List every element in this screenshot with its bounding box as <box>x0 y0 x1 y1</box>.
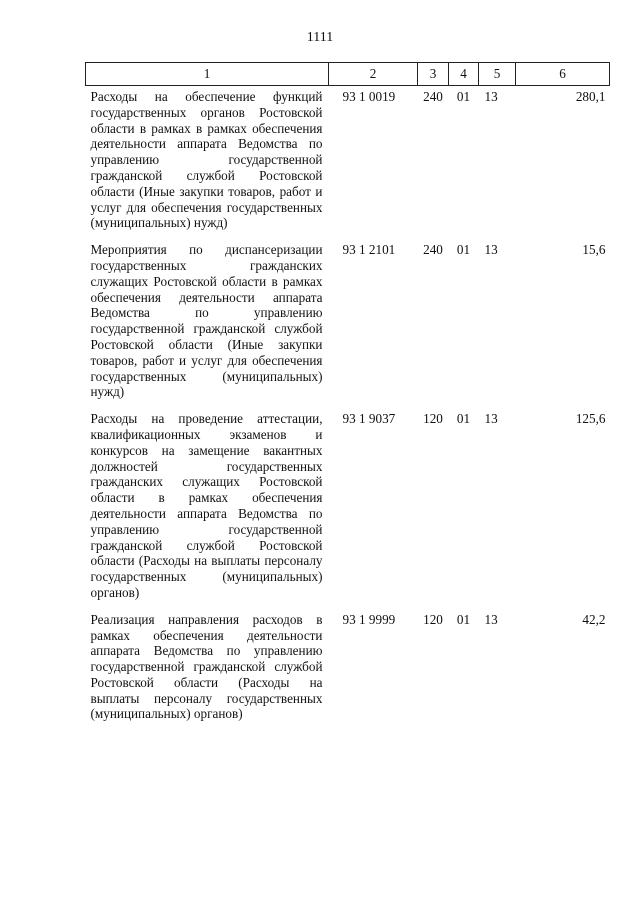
header-col-4: 4 <box>449 63 479 86</box>
subsection-code: 13 <box>484 411 498 427</box>
expense-type-code: 240 <box>423 89 443 104</box>
target-article-code: 93 1 0019 <box>342 89 396 104</box>
table-row <box>86 408 610 609</box>
section-code: 01 <box>456 411 471 427</box>
subsection-code: 13 <box>484 242 498 258</box>
header-col-2: 2 <box>329 63 418 86</box>
expense-type-code: 240 <box>423 242 443 258</box>
target-article-code: 93 1 9999 <box>342 611 396 627</box>
section-code: 01 <box>456 611 471 627</box>
target-article-code: 93 1 2101 <box>342 242 396 258</box>
expense-type-code: 120 <box>423 411 443 427</box>
amount: 280,1 <box>575 89 606 104</box>
amount: 125,6 <box>575 411 606 427</box>
expense-description: Расходы на проведение аттестации, квалификационных экзаменов и конкурсов на замещение вакантных должностей государственных гражданских служащих Ростовской области в рамках обеспечения деятельности аппарата Ведомства по управлению государственной гражданской службой Ростовской области (Расходы на выплаты персоналу государственных (муниципальных) органов) <box>90 411 323 600</box>
table-row <box>86 239 610 408</box>
section-code: 01 <box>456 89 471 104</box>
expense-description: Расходы на обеспечение функций государственных органов Ростовской области в рамках в рамках обеспечения деятельности аппарата Ведомства по управлению государственной гражданской службой Ростовской области (Иные закупки товаров, работ и услуг для обеспечения государственных (муниципальных) нужд) <box>90 89 323 231</box>
expense-description: Реализация направления расходов в рамках обеспечения деятельности аппарата Ведомства по управлению государственной гражданской службой Ростовской области (Расходы на выплаты персоналу государственных (муниципальных) органов) <box>90 611 323 722</box>
table-row <box>86 609 610 731</box>
section-code: 01 <box>456 242 471 258</box>
amount: 42,2 <box>582 611 606 627</box>
subsection-code: 13 <box>484 89 498 104</box>
amount: 15,6 <box>582 242 606 258</box>
table-header-row <box>86 63 610 86</box>
subsection-code: 13 <box>484 611 498 627</box>
header-col-5: 5 <box>479 63 516 86</box>
table-row <box>86 86 610 240</box>
page-number: 1111 <box>306 30 334 45</box>
header-col-3: 3 <box>418 63 449 86</box>
target-article-code: 93 1 9037 <box>342 411 396 427</box>
expense-type-code: 120 <box>423 611 443 627</box>
budget-table <box>85 62 610 730</box>
header-col-1: 1 <box>86 63 329 86</box>
header-col-6: 6 <box>516 63 610 86</box>
expense-description: Мероприятия по диспансеризации государственных гражданских служащих Ростовской области в рамках обеспечения деятельности аппарата Ведомства по управлению государственной гражданской службой Ростовской области (Иные закупки товаров, работ и услуг для обеспечения государственных (муниципальных) нужд) <box>90 242 323 400</box>
